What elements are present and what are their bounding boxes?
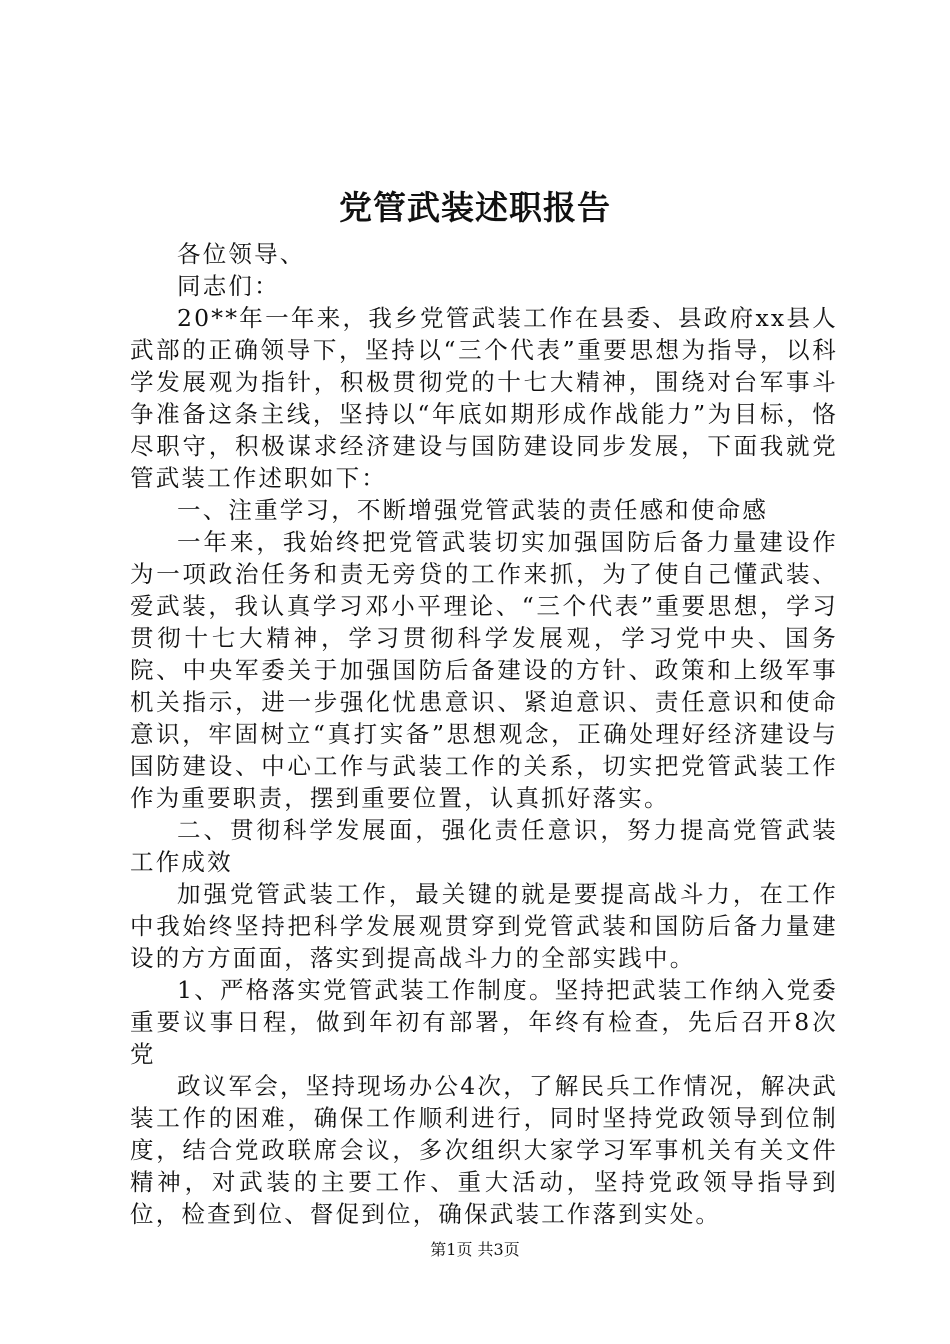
item-1-continued-paragraph: 政议军会，坚持现场办公4次，了解民兵工作情况，解决武装工作的困难，确保工作顺利进行，同时坚持党政领导到位制度，结合党政联席会议，多次组织大家学习军事机关有关文件精神，对武装的主要工作、重大活动，坚持党政领导指导到位，检查到位、督促到位，确保武装工作落到实处。 <box>130 1072 838 1228</box>
salutation-leaders: 各位领导、 <box>177 240 306 268</box>
section-heading-1: 一、注重学习，不断增强党管武装的责任感和使命感 <box>177 496 769 524</box>
document-title: 党管武装述职报告 <box>339 188 611 227</box>
salutation-comrades: 同志们： <box>177 272 280 300</box>
item-1-paragraph: 1、严格落实党管武装工作制度。坚持把武装工作纳入党委重要议事日程，做到年初有部署，年终有检查，先后召开8次党 <box>130 976 838 1068</box>
document-body <box>130 238 838 1230</box>
intro-paragraph: 20**年一年来，我乡党管武装工作在县委、县政府xx县人武部的正确领导下，坚持以“三个代表”重要思想为指导，以科学发展观为指针，积极贯彻党的十七大精神，围绕对台军事斗争准备这条主线，坚持以“年底如期形成作战能力”为目标，恪尽职守，积极谋求经济建设与国防建设同步发展，下面我就党管武装工作述职如下： <box>130 304 838 492</box>
page-number: 第1页 共3页 <box>430 1240 520 1259</box>
section-1-paragraph: 一年来，我始终把党管武装切实加强国防后备力量建设作为一项政治任务和责无旁贷的工作来抓，为了使自己懂武装、爱武装，我认真学习邓小平理论、“三个代表”重要思想，学习贯彻十七大精神，学习贯彻科学发展观，学习党中央、国务院、中央军委关于加强国防后备建设的方针、政策和上级军事机关指示，进一步强化忧患意识、紧迫意识、责任意识和使命意识，牢固树立“真打实备”思想观念，正确处理好经济建设与国防建设、中心工作与武装工作的关系，切实把党管武装工作作为重要职责，摆到重要位置，认真抓好落实。 <box>130 528 838 812</box>
section-heading-2: 二、贯彻科学发展面，强化责任意识，努力提高党管武装工作成效 <box>130 816 838 876</box>
section-2-paragraph: 加强党管武装工作，最关键的就是要提高战斗力，在工作中我始终坚持把科学发展观贯穿到党管武装和国防后备力量建设的方方面面，落实到提高战斗力的全部实践中。 <box>130 880 838 972</box>
